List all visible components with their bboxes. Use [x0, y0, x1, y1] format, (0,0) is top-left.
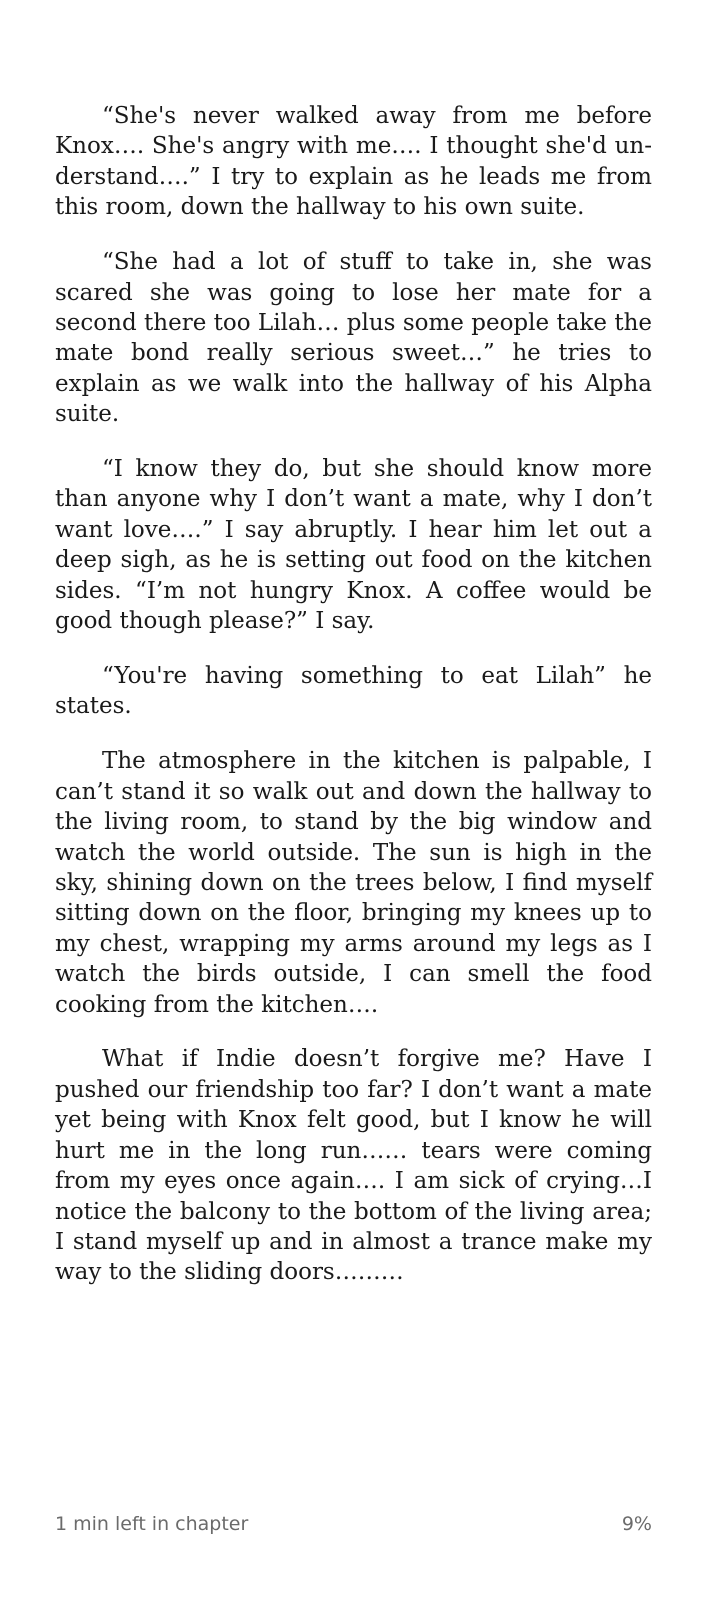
- paragraph: “She's never walked away from me before Knox…. She's angry with me…. I thought she'd understand….” I try to explain as he leads me from this room, down the hallway to his own suite.: [55, 103, 652, 221]
- reading-page[interactable]: [55, 101, 652, 1312]
- paragraph: What if Indie doesn’t forgive me? Have I pushed our friendship too far? I don’t want a mate yet being with Knox felt good, but I know he will hurt me in the long run…… tears were coming from my eyes once again…. I am sick of crying…I notice the balcony to the bottom of the living area; I stand myself up and in almost a trance make my way to the sliding doors………: [55, 1046, 652, 1286]
- paragraph: “You're having something to eat Lilah” he states.: [55, 663, 652, 720]
- book-progress-percent: 9%: [621, 1513, 652, 1535]
- time-left-in-chapter: 1 min left in chapter: [55, 1513, 249, 1535]
- reading-progress-footer: [55, 1513, 652, 1543]
- paragraph: “She had a lot of stuff to take in, she was scared she was going to lose her mate for a second there too Lilah… plus some people take the mate bond really serious sweet…” he tries to explain as we walk into the hallway of his Alpha suite.: [55, 249, 652, 428]
- paragraph: The atmosphere in the kitchen is palpable, I can’t stand it so walk out and down the hallway to the living room, to stand by the big window and watch the world outside. The sun is high in the sky, shining down on the trees below, I find myself sitting down on the floor, bringing my knees up to my chest, wrapping my arms around my legs as I watch the birds outside, I can smell the food cooking from the kitchen….: [55, 748, 652, 1018]
- paragraph: “I know they do, but she should know more than anyone why I don’t want a mate, why I don’t want love….” I say abruptly. I hear him let out a deep sigh, as he is setting out food on the kitchen sides. “I’m not hungry Knox. A coffee would be good though please?” I say.: [55, 456, 652, 635]
